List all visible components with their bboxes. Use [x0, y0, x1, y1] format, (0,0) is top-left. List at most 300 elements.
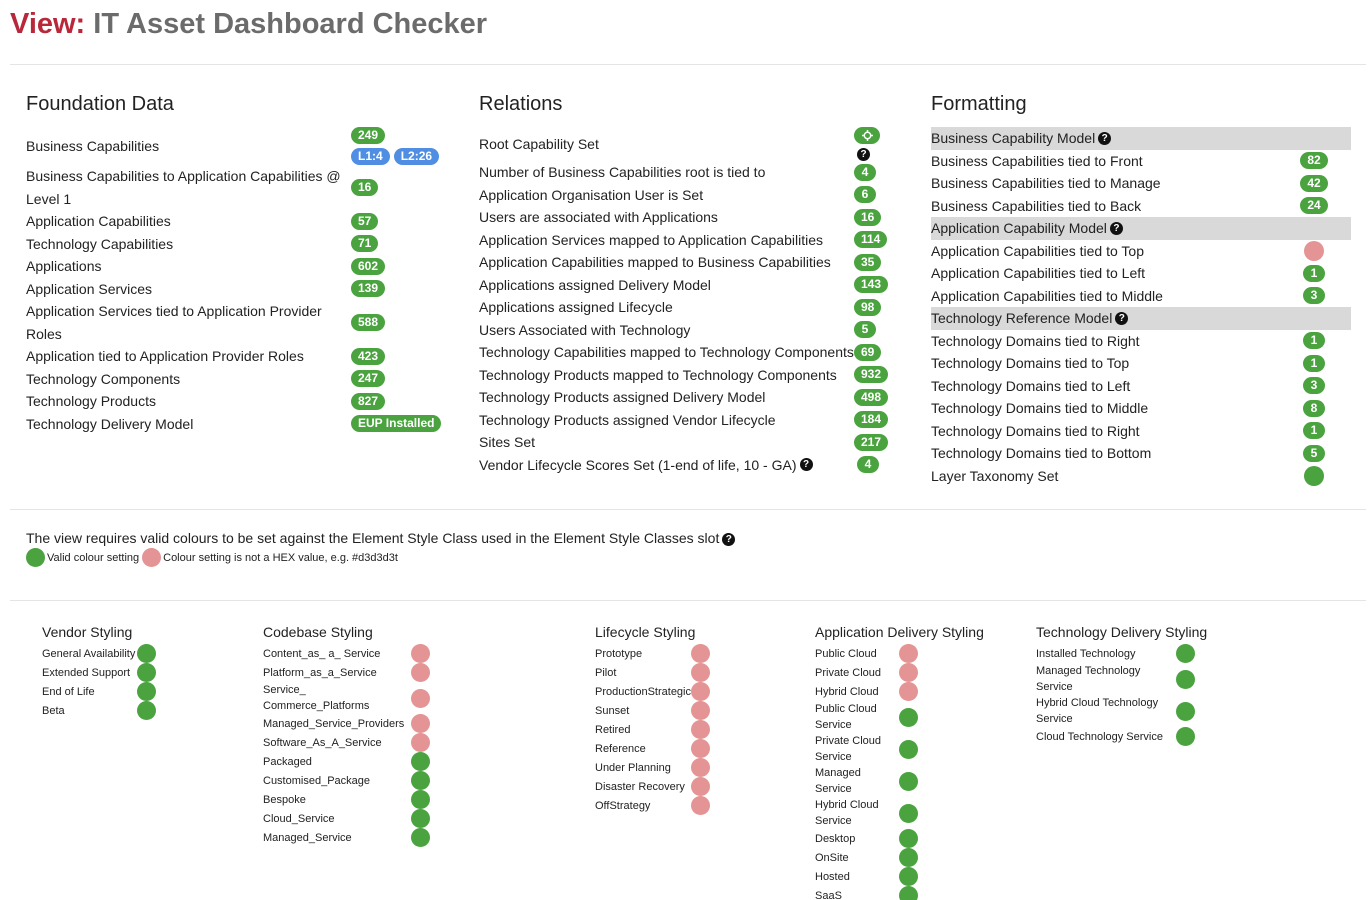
codebase-styling — [263, 624, 430, 847]
styling-item-label: Software_As_A_Service — [263, 736, 382, 749]
styling-group-title: Vendor Styling — [42, 624, 133, 640]
count-badge: 42 — [1300, 175, 1327, 192]
valid-dot-icon — [137, 663, 156, 682]
count-badge: 139 — [351, 280, 385, 297]
valid-dot-icon — [899, 804, 918, 823]
count-badge: 16 — [351, 179, 378, 196]
foundation-row-value — [351, 127, 443, 165]
styling-group-title: Codebase Styling — [263, 624, 373, 640]
styling-item-label: Installed Technology — [1036, 647, 1136, 660]
styling-item — [815, 886, 984, 900]
valid-dot-icon — [1176, 670, 1195, 689]
foundation-row-label: Application tied to Application Provider Roles — [26, 348, 304, 364]
valid-dot-icon — [899, 886, 918, 900]
relations-row — [479, 431, 899, 454]
styling-item-label: Hybrid Cloud Technology Service — [1036, 697, 1159, 725]
valid-dot-icon — [411, 809, 430, 828]
relations-row-value — [854, 231, 896, 248]
formatting-row — [931, 442, 1351, 465]
relations-row — [479, 341, 899, 364]
formatting-row-value — [1291, 445, 1337, 462]
relations-row-label: Technology Capabilities mapped to Technology Components — [479, 344, 854, 360]
styling-item-label: Hosted — [815, 870, 850, 883]
styling-item — [1036, 644, 1207, 663]
relations-row-value — [854, 366, 896, 383]
formatting-row — [931, 195, 1351, 218]
styling-item-label: OffStrategy — [595, 799, 651, 812]
styling-item — [815, 848, 984, 867]
styling-item — [42, 701, 156, 720]
valid-dot-icon — [1176, 727, 1195, 746]
count-badge: 932 — [854, 366, 888, 383]
valid-dot-icon — [411, 771, 430, 790]
formatting-row-label: Business Capabilities tied to Manage — [931, 175, 1161, 191]
formatting-row — [931, 285, 1351, 308]
count-badge: 82 — [1300, 152, 1327, 169]
page-title — [10, 8, 487, 41]
level-badge: L1:4 — [351, 148, 390, 165]
styling-item — [815, 797, 984, 829]
count-badge: 143 — [854, 276, 888, 293]
count-badge: 3 — [1303, 287, 1325, 304]
formatting-row-label: Technology Domains tied to Right — [931, 332, 1140, 349]
foundation-row-label: Business Capabilities to Application Capabilities @ Level 1 — [26, 168, 341, 207]
formatting-row — [931, 172, 1351, 195]
formatting-row-label: Technology Domains tied to Bottom — [931, 445, 1152, 461]
styling-item-label: SaaS — [815, 889, 842, 900]
relations-row-value — [854, 344, 896, 361]
count-badge: 6 — [854, 186, 876, 203]
count-badge: 57 — [351, 213, 378, 230]
styling-item-label: Hybrid Cloud — [815, 685, 879, 698]
styling-item — [595, 796, 710, 815]
styling-item — [263, 714, 430, 733]
foundation-row-label: Technology Capabilities — [26, 235, 174, 252]
styling-item-label: Desktop — [815, 832, 856, 845]
formatting-row — [931, 330, 1351, 353]
formatting-row-label: Technology Domains tied to Right — [931, 422, 1140, 439]
styling-item-label: Cloud_Service — [263, 812, 335, 825]
help-icon[interactable]: ? — [800, 458, 813, 471]
lifecycle-styling — [595, 624, 710, 815]
count-badge: 5 — [1303, 445, 1325, 462]
help-icon[interactable]: ? — [857, 148, 870, 161]
styling-item — [595, 720, 710, 739]
relations-row-label: Sites Set — [479, 434, 536, 450]
valid-dot-icon — [137, 701, 156, 720]
count-badge: 16 — [854, 209, 881, 226]
formatting-row-value — [1291, 241, 1337, 261]
foundation-title: Foundation Data — [26, 93, 174, 115]
divider — [10, 600, 1366, 601]
invalid-dot-icon — [411, 689, 430, 708]
help-icon[interactable]: ? — [722, 533, 735, 546]
styling-item — [263, 644, 430, 663]
styling-item-label: End of Life — [42, 685, 95, 698]
count-badge: 247 — [351, 370, 385, 387]
relations-row-value — [854, 299, 896, 316]
foundation-row-value — [351, 370, 443, 387]
invalid-dot-icon — [691, 701, 710, 720]
count-badge: 3 — [1303, 377, 1325, 394]
relations-row — [479, 274, 899, 297]
styling-item — [1036, 695, 1207, 727]
count-badge: 217 — [854, 434, 888, 451]
valid-dot-icon — [137, 682, 156, 701]
formatting-row-label: Technology Domains tied to Left — [931, 377, 1131, 394]
invalid-dot-icon — [1304, 241, 1324, 261]
relations-row — [479, 296, 899, 319]
styling-item — [42, 663, 156, 682]
invalid-dot-icon — [691, 644, 710, 663]
formatting-row — [931, 127, 1351, 150]
foundation-row-label: Application Capabilities — [26, 213, 171, 229]
count-badge: 602 — [351, 258, 385, 275]
relations-row — [479, 454, 899, 477]
styling-item-label: Cloud Technology Service — [1036, 730, 1163, 743]
relations-row — [479, 161, 899, 184]
foundation-row — [26, 413, 446, 436]
relations-row-label: Number of Business Capabilities root is tied to — [479, 164, 766, 180]
invalid-dot-icon — [691, 682, 710, 701]
foundation-row — [26, 210, 446, 233]
styling-group-title: Lifecycle Styling — [595, 624, 696, 640]
styling-item-label: Managed_Service_Providers — [263, 717, 405, 730]
formatting-row-value — [1291, 152, 1337, 169]
count-badge: 1 — [1303, 422, 1325, 439]
styling-item-label: Public Cloud — [815, 647, 877, 660]
valid-dot-icon — [899, 848, 918, 867]
count-badge: 1 — [1303, 265, 1325, 282]
foundation-row-value — [351, 415, 443, 432]
relations-row — [479, 319, 899, 342]
relations-row-label: Applications assigned Delivery Model — [479, 276, 711, 293]
count-badge: 69 — [854, 344, 881, 361]
relations-row-value — [854, 164, 896, 181]
view-label: View: — [10, 8, 86, 40]
count-badge: EUP Installed — [351, 415, 441, 432]
technology-delivery-styling — [1036, 624, 1207, 746]
legend-invalid-label: Colour setting is not a HEX value, e.g. #d3d3d3t — [163, 551, 398, 564]
formatting-row — [931, 375, 1351, 398]
formatting-row-label: Business Capabilities tied to Back — [931, 197, 1142, 214]
formatting-row-label: Application Capability Model — [931, 220, 1107, 236]
formatting-row — [931, 150, 1351, 173]
relations-row-label: Application Capabilities mapped to Business Capabilities — [479, 254, 831, 270]
styling-item — [815, 765, 984, 797]
formatting-row-value — [1291, 287, 1337, 304]
foundation-row-value — [351, 393, 443, 410]
vendor-styling — [42, 624, 156, 720]
relations-row-label: Users are associated with Applications — [479, 209, 718, 225]
relations-row-value — [854, 321, 896, 338]
styling-item-label: Pilot — [595, 666, 617, 679]
invalid-dot-icon — [691, 777, 710, 796]
styling-group-title: Application Delivery Styling — [815, 624, 984, 640]
view-name: IT Asset Dashboard Checker — [93, 8, 488, 40]
styling-item-label: Hybrid Cloud Service — [815, 799, 879, 827]
application-delivery-styling — [815, 624, 984, 900]
styling-item — [595, 701, 710, 720]
formatting-row — [931, 352, 1351, 375]
relations-row-value — [854, 127, 896, 161]
relations-section — [479, 127, 899, 476]
styling-item — [42, 682, 156, 701]
formatting-row-label: Application Capabilities tied to Middle — [931, 287, 1163, 304]
styling-item-label: Prototype — [595, 647, 643, 660]
styling-item — [1036, 663, 1207, 695]
count-badge: 1 — [1303, 355, 1325, 372]
foundation-row-value — [351, 348, 443, 365]
formatting-row-value — [1291, 466, 1337, 486]
styling-item — [815, 829, 984, 848]
foundation-row-label: Technology Delivery Model — [26, 415, 194, 432]
foundation-row-value — [351, 179, 443, 196]
invalid-dot-icon — [691, 720, 710, 739]
foundation-row — [26, 390, 446, 413]
foundation-row-value — [351, 235, 443, 252]
colour-note-text: The view requires valid colours to be set against the Element Style Class used in the Element Style Classes slot — [26, 530, 720, 546]
relations-row-value — [854, 434, 896, 451]
relations-row-value — [857, 456, 899, 473]
relations-title: Relations — [479, 93, 563, 115]
relations-row-label: Root Capability Set — [479, 135, 599, 152]
relations-row-value — [854, 411, 896, 428]
styling-item-label: Retired — [595, 723, 631, 736]
formatting-row — [931, 217, 1351, 240]
count-badge: 249 — [351, 127, 385, 144]
formatting-row-value — [1291, 265, 1337, 282]
relations-row — [479, 127, 899, 161]
formatting-title: Formatting — [931, 93, 1027, 115]
styling-item — [815, 644, 984, 663]
foundation-row-value — [351, 280, 443, 297]
count-badge: 184 — [854, 411, 888, 428]
styling-item — [263, 809, 430, 828]
styling-item — [815, 867, 984, 886]
valid-dot-icon — [899, 867, 918, 886]
relations-row-label: Application Services mapped to Application Capabilities — [479, 231, 823, 248]
valid-dot-icon — [1176, 644, 1195, 663]
foundation-row — [26, 233, 446, 256]
invalid-dot-icon — [411, 644, 430, 663]
styling-item — [815, 701, 984, 733]
styling-item-label: Platform_as_a_Service — [263, 666, 377, 679]
formatting-row-label: Business Capability Model — [931, 130, 1096, 146]
count-badge: 24 — [1300, 197, 1327, 214]
foundation-row — [26, 127, 446, 165]
styling-item — [595, 644, 710, 663]
styling-item-label: Managed_Service — [263, 831, 352, 844]
styling-item — [263, 828, 430, 847]
styling-item-label: General Availability — [42, 647, 136, 660]
divider — [10, 64, 1366, 65]
formatting-row-label: Technology Domains tied to Top — [931, 355, 1130, 371]
valid-dot-icon — [137, 644, 156, 663]
count-badge: 35 — [854, 254, 881, 271]
styling-item — [42, 644, 156, 663]
relations-row — [479, 251, 899, 274]
count-badge: 4 — [854, 164, 876, 181]
formatting-row-label: Technology Reference Model — [931, 310, 1113, 326]
formatting-row-label: Business Capabilities tied to Front — [931, 152, 1143, 169]
styling-item — [263, 752, 430, 771]
styling-item — [595, 739, 710, 758]
colour-legend — [26, 548, 398, 567]
foundation-row-label: Application Services — [26, 280, 153, 297]
formatting-row-label: Layer Taxonomy Set — [931, 467, 1059, 484]
count-badge: 498 — [854, 389, 888, 406]
foundation-row — [26, 255, 446, 278]
formatting-row-value — [1291, 355, 1337, 372]
styling-item-label: Service_ Commerce_Platforms — [263, 684, 370, 712]
count-badge: 827 — [351, 393, 385, 410]
foundation-row-value — [351, 314, 443, 331]
formatting-row-value — [1291, 400, 1337, 417]
styling-group-title: Technology Delivery Styling — [1036, 624, 1208, 640]
invalid-dot-icon — [691, 663, 710, 682]
formatting-row-value — [1291, 422, 1337, 439]
relations-row-label: Application Organisation User is Set — [479, 186, 704, 203]
foundation-row-label: Technology Products — [26, 393, 156, 409]
formatting-row-value — [1291, 377, 1337, 394]
styling-item-label: Sunset — [595, 704, 630, 717]
relations-row-label: Technology Products assigned Vendor Lifecycle — [479, 411, 776, 428]
formatting-row-value — [1291, 332, 1337, 349]
relations-row — [479, 409, 899, 432]
foundation-row — [26, 165, 446, 210]
relations-row-value — [854, 209, 896, 226]
invalid-dot-icon — [691, 758, 710, 777]
legend-valid-label: Valid colour setting — [47, 551, 140, 564]
invalid-dot-icon — [899, 682, 918, 701]
styling-item-label: Disaster Recovery — [595, 780, 685, 793]
styling-item — [815, 663, 984, 682]
styling-item-label: Extended Support — [42, 666, 131, 679]
foundation-row — [26, 368, 446, 391]
help-icon[interactable]: ? — [1115, 312, 1128, 325]
styling-item — [595, 682, 710, 701]
count-badge: 1 — [1303, 332, 1325, 349]
foundation-row-value — [351, 213, 443, 230]
invalid-dot-icon — [411, 733, 430, 752]
styling-item-label: Reference — [595, 742, 646, 755]
foundation-row-value — [351, 258, 443, 275]
formatting-row — [931, 420, 1351, 443]
formatting-row — [931, 240, 1351, 263]
relations-row — [479, 229, 899, 252]
styling-item — [263, 682, 430, 714]
count-badge: 5 — [854, 321, 876, 338]
foundation-row-label: Technology Components — [26, 370, 181, 387]
formatting-row — [931, 262, 1351, 285]
relations-row-label: Technology Products assigned Delivery Model — [479, 389, 766, 405]
invalid-dot-icon — [411, 714, 430, 733]
invalid-dot-icon — [411, 663, 430, 682]
valid-dot-icon — [26, 548, 45, 567]
valid-dot-icon — [1304, 466, 1324, 486]
styling-item — [595, 777, 710, 796]
valid-dot-icon — [899, 829, 918, 848]
help-icon[interactable]: ? — [1110, 222, 1123, 235]
styling-item — [595, 663, 710, 682]
count-badge: 71 — [351, 235, 378, 252]
relations-row — [479, 364, 899, 387]
count-badge: 98 — [854, 299, 881, 316]
valid-dot-icon — [899, 772, 918, 791]
styling-item-label: OnSite — [815, 851, 849, 864]
level-badge: L2:26 — [394, 148, 439, 165]
formatting-row-label: Technology Domains tied to Middle — [931, 400, 1149, 416]
relations-row-value — [854, 389, 896, 406]
relations-row-label: Vendor Lifecycle Scores Set (1-end of life, 10 - GA) — [479, 456, 797, 473]
invalid-dot-icon — [691, 739, 710, 758]
styling-item-label: Beta — [42, 704, 65, 717]
formatting-row-value — [1291, 175, 1337, 192]
help-icon[interactable]: ? — [1098, 132, 1111, 145]
styling-item-label: Private Cloud Service — [815, 735, 882, 763]
invalid-dot-icon — [691, 796, 710, 815]
styling-item — [595, 758, 710, 777]
valid-dot-icon — [1176, 702, 1195, 721]
formatting-row-label: Application Capabilities tied to Left — [931, 265, 1146, 281]
styling-item — [815, 682, 984, 701]
count-badge: 423 — [351, 348, 385, 365]
relations-row-label: Users Associated with Technology — [479, 321, 691, 338]
styling-item — [263, 771, 430, 790]
foundation-row-label: Applications — [26, 258, 102, 274]
styling-item-label: Content_as_ a_ Service — [263, 647, 381, 660]
count-badge: 4 — [857, 456, 879, 473]
formatting-row — [931, 397, 1351, 420]
styling-item-label: ProductionStrategic — [595, 685, 691, 698]
valid-dot-icon — [411, 828, 430, 847]
styling-item — [263, 663, 430, 682]
styling-item — [263, 790, 430, 809]
invalid-dot-icon — [899, 663, 918, 682]
styling-item-label: Private Cloud — [815, 666, 882, 679]
foundation-row — [26, 278, 446, 301]
styling-item-label: Customised_Package — [263, 774, 371, 787]
crosshair-icon[interactable] — [854, 127, 880, 144]
relations-row — [479, 386, 899, 409]
valid-dot-icon — [899, 708, 918, 727]
formatting-row-label: Application Capabilities tied to Top — [931, 242, 1144, 259]
invalid-dot-icon — [899, 644, 918, 663]
valid-dot-icon — [411, 752, 430, 771]
styling-item-label: Managed Service — [815, 767, 861, 795]
relations-row-label: Applications assigned Lifecycle — [479, 299, 673, 315]
styling-item-label: Under Planning — [595, 761, 671, 774]
relations-row-value — [854, 254, 896, 271]
relations-row-label: Technology Products mapped to Technology Components — [479, 366, 837, 383]
relations-row-value — [854, 276, 896, 293]
styling-item-label: Bespoke — [263, 793, 306, 806]
count-badge: 8 — [1303, 400, 1325, 417]
count-badge: 114 — [854, 231, 887, 248]
styling-item-label: Managed Technology Service — [1036, 665, 1141, 693]
styling-item — [815, 733, 984, 765]
formatting-section — [931, 127, 1351, 487]
count-badge: 588 — [351, 314, 385, 331]
relations-row — [479, 206, 899, 229]
valid-dot-icon — [899, 740, 918, 759]
formatting-row-value — [1291, 197, 1337, 214]
relations-row-value — [854, 186, 896, 203]
foundation-section — [26, 127, 446, 435]
colour-note — [26, 530, 735, 546]
valid-dot-icon — [411, 790, 430, 809]
